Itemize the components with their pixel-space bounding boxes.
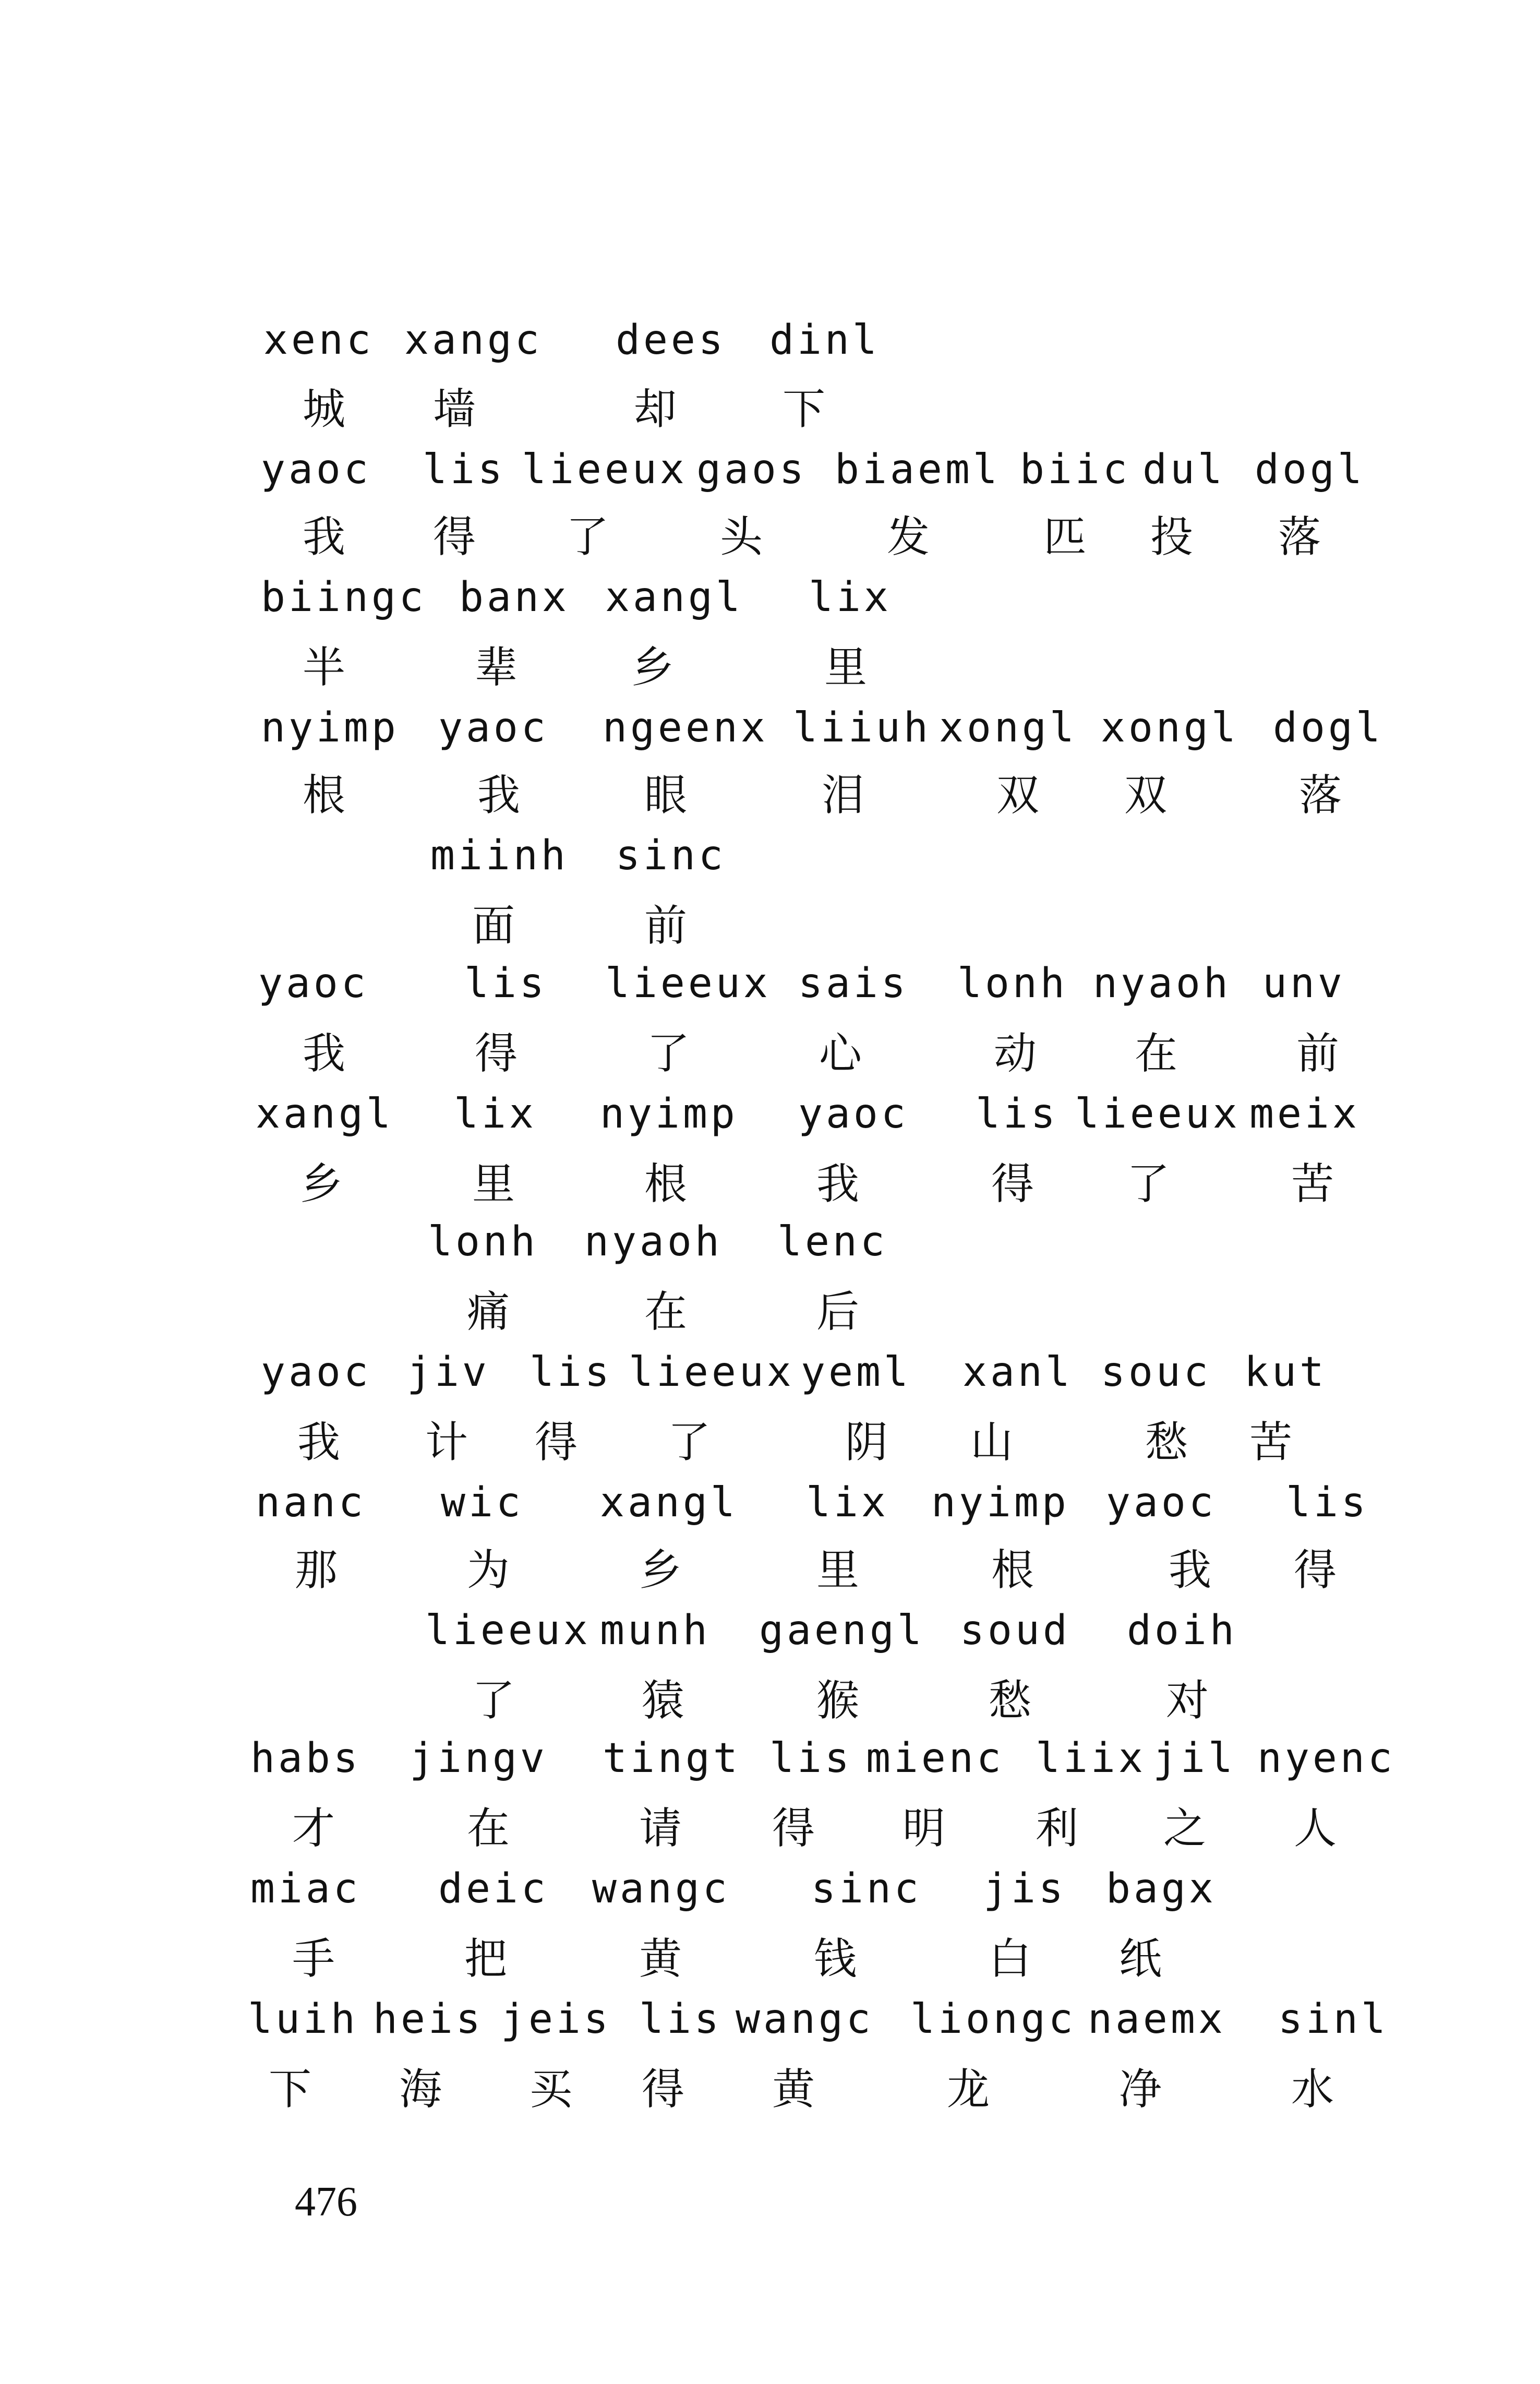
romanized-word: banx — [459, 574, 570, 621]
chinese-word: 我 — [297, 1418, 341, 1467]
romanized-word: lis — [639, 1996, 722, 2043]
romanized-word: miinh — [430, 832, 569, 879]
chinese-word: 后 — [816, 1287, 860, 1337]
romanized-line — [0, 950, 1540, 1017]
romanized-word: biingc — [261, 574, 427, 621]
romanized-word: lonh — [957, 960, 1068, 1007]
romanized-word: nyimp — [261, 704, 399, 751]
chinese-word: 我 — [303, 512, 346, 562]
chinese-word: 泪 — [822, 771, 865, 820]
romanized-word: jingv — [410, 1735, 548, 1782]
chinese-word: 得 — [433, 512, 476, 562]
chinese-word: 根 — [991, 1546, 1034, 1595]
chinese-word: 请 — [639, 1804, 682, 1853]
romanized-word: lix — [454, 1091, 537, 1137]
romanized-word: lis — [423, 446, 506, 493]
chinese-word: 为 — [467, 1546, 510, 1595]
chinese-word: 人 — [1294, 1804, 1337, 1853]
romanized-word: tingt — [603, 1735, 741, 1782]
chinese-word: 山 — [970, 1418, 1014, 1467]
chinese-word: 愁 — [1145, 1418, 1188, 1467]
romanized-word: liongc — [910, 1996, 1076, 2043]
romanized-word: heis — [373, 1996, 484, 2043]
chinese-word: 双 — [1124, 771, 1168, 820]
romanized-word: biaeml — [835, 446, 1001, 493]
romanized-line — [0, 1208, 1540, 1276]
chinese-word: 纸 — [1119, 1934, 1162, 1984]
chinese-word: 把 — [464, 1934, 508, 1984]
romanized-word: yaoc — [261, 446, 371, 493]
romanized-word: munh — [600, 1607, 711, 1654]
romanized-word: lonh — [428, 1218, 538, 1265]
chinese-word: 在 — [1135, 1029, 1178, 1079]
chinese-word: 那 — [295, 1546, 338, 1595]
romanized-word: yaoc — [798, 1091, 909, 1137]
romanized-line — [0, 694, 1540, 762]
chinese-word: 愁 — [989, 1676, 1032, 1726]
chinese-word: 里 — [816, 1546, 860, 1595]
romanized-word: nyaoh — [1093, 960, 1231, 1007]
chinese-word: 辈 — [475, 643, 518, 692]
romanized-word: lis — [530, 1349, 612, 1396]
chinese-gloss-line — [0, 762, 1540, 830]
romanized-word: xongl — [1101, 704, 1239, 751]
romanized-word: sinl — [1278, 1996, 1389, 2043]
chinese-word: 发 — [887, 512, 930, 562]
chinese-gloss-line — [0, 1020, 1540, 1088]
chinese-word: 双 — [996, 771, 1040, 820]
chinese-word: 我 — [1169, 1546, 1212, 1595]
chinese-word: 乡 — [300, 1159, 343, 1209]
romanized-word: xangl — [605, 574, 743, 621]
romanized-line — [0, 1080, 1540, 1148]
chinese-word: 钱 — [814, 1934, 857, 1984]
romanized-word: lis — [976, 1091, 1058, 1137]
chinese-gloss-line — [0, 1278, 1540, 1346]
chinese-word: 落 — [1278, 512, 1321, 562]
chinese-word: 得 — [991, 1159, 1034, 1209]
chinese-word: 里 — [824, 643, 868, 692]
chinese-word: 明 — [903, 1804, 946, 1853]
romanized-word: dees — [616, 317, 726, 364]
chinese-word: 我 — [816, 1159, 860, 1209]
romanized-word: yaoc — [258, 960, 369, 1007]
romanized-word: nyimp — [931, 1479, 1069, 1526]
chinese-gloss-line — [0, 2056, 1540, 2124]
chinese-gloss-line — [0, 1537, 1540, 1604]
chinese-word: 面 — [472, 901, 515, 951]
chinese-word: 猴 — [816, 1676, 860, 1726]
chinese-word: 苦 — [1291, 1159, 1334, 1209]
chinese-word: 前 — [644, 901, 688, 951]
chinese-word: 下 — [269, 2065, 312, 2114]
romanized-word: nyimp — [600, 1091, 738, 1137]
romanized-word: yaoc — [1106, 1479, 1217, 1526]
romanized-word: sinc — [616, 832, 726, 879]
romanized-word: sais — [798, 960, 909, 1007]
romanized-word: souc — [1101, 1349, 1211, 1396]
chinese-gloss-line — [0, 1795, 1540, 1863]
chinese-word: 落 — [1299, 771, 1342, 820]
romanized-word: soud — [960, 1607, 1070, 1654]
chinese-word: 得 — [772, 1804, 815, 1853]
chinese-word: 之 — [1163, 1804, 1207, 1853]
chinese-word: 却 — [634, 385, 677, 434]
romanized-word: xangc — [404, 317, 543, 364]
chinese-word: 心 — [819, 1029, 862, 1079]
romanized-word: lieeux — [605, 960, 771, 1007]
chinese-gloss-line — [0, 1409, 1540, 1477]
romanized-line — [0, 1469, 1540, 1537]
romanized-word: xenc — [263, 317, 374, 364]
chinese-word: 在 — [644, 1287, 688, 1337]
chinese-word: 我 — [303, 1029, 346, 1079]
romanized-word: xanl — [962, 1349, 1073, 1396]
romanized-word: nanc — [256, 1479, 366, 1526]
romanized-line — [0, 1985, 1540, 2053]
romanized-word: jis — [983, 1865, 1066, 1912]
romanized-word: dogl — [1255, 446, 1365, 493]
romanized-word: jil — [1153, 1735, 1236, 1782]
chinese-word: 得 — [642, 2065, 685, 2114]
romanized-word: nyaoh — [584, 1218, 723, 1265]
chinese-word: 根 — [644, 1159, 688, 1209]
chinese-word: 得 — [535, 1418, 578, 1467]
chinese-word: 下 — [783, 385, 826, 434]
romanized-word: liiuh — [793, 704, 931, 751]
romanized-line — [0, 306, 1540, 374]
chinese-word: 痛 — [467, 1287, 510, 1337]
romanized-word: miac — [250, 1865, 361, 1912]
romanized-word: xangl — [600, 1479, 738, 1526]
romanized-word: luih — [248, 1996, 358, 2043]
chinese-word: 我 — [477, 771, 521, 820]
chinese-word: 白 — [989, 1934, 1032, 1984]
romanized-line — [0, 1724, 1540, 1792]
romanized-word: meix — [1249, 1091, 1360, 1137]
chinese-word: 里 — [472, 1159, 515, 1209]
romanized-word: dinl — [769, 317, 880, 364]
romanized-word: lenc — [777, 1218, 888, 1265]
chinese-word: 得 — [475, 1029, 518, 1079]
romanized-word: kut — [1244, 1349, 1327, 1396]
chinese-word: 匹 — [1043, 512, 1087, 562]
romanized-word: gaengl — [759, 1607, 925, 1654]
romanized-word: doih — [1127, 1607, 1237, 1654]
chinese-word: 了 — [668, 1418, 711, 1467]
chinese-word: 了 — [1127, 1159, 1170, 1209]
chinese-word: 了 — [566, 512, 609, 562]
chinese-gloss-line — [0, 376, 1540, 444]
romanized-word: yaoc — [261, 1349, 371, 1396]
chinese-word: 墙 — [433, 385, 476, 434]
chinese-word: 前 — [1296, 1029, 1340, 1079]
romanized-word: xangl — [256, 1091, 394, 1137]
romanized-line — [0, 436, 1540, 504]
chinese-word: 得 — [1294, 1546, 1337, 1595]
chinese-word: 阴 — [845, 1418, 888, 1467]
romanized-word: biic — [1020, 446, 1130, 493]
chinese-word: 乡 — [639, 1546, 682, 1595]
romanized-word: lieeux — [629, 1349, 795, 1396]
romanized-word: wangc — [592, 1865, 730, 1912]
chinese-word: 净 — [1119, 2065, 1162, 2114]
chinese-word: 猿 — [642, 1676, 685, 1726]
chinese-word: 海 — [399, 2065, 442, 2114]
romanized-word: lis — [769, 1735, 852, 1782]
chinese-word: 投 — [1150, 512, 1194, 562]
romanized-word: yaoc — [438, 704, 549, 751]
romanized-line — [0, 564, 1540, 631]
romanized-line — [0, 1597, 1540, 1664]
romanized-word: wangc — [736, 1996, 874, 2043]
romanized-word: lis — [1286, 1479, 1369, 1526]
romanized-word: xongl — [939, 704, 1077, 751]
romanized-word: ngeenx — [603, 704, 768, 751]
romanized-word: jiv — [407, 1349, 490, 1396]
romanized-word: gaos — [696, 446, 807, 493]
romanized-word: wic — [441, 1479, 524, 1526]
chinese-gloss-line — [0, 504, 1540, 571]
chinese-word: 手 — [292, 1934, 335, 1984]
romanized-word: lix — [809, 574, 892, 621]
romanized-word: lix — [806, 1479, 889, 1526]
chinese-gloss-line — [0, 1925, 1540, 1993]
romanized-word: yeml — [801, 1349, 911, 1396]
chinese-gloss-line — [0, 634, 1540, 702]
romanized-word: unv — [1262, 960, 1345, 1007]
romanized-word: lieeux — [425, 1607, 591, 1654]
chinese-word: 利 — [1036, 1804, 1079, 1853]
romanized-line — [0, 1855, 1540, 1923]
chinese-word: 对 — [1166, 1676, 1209, 1726]
romanized-word: sinc — [811, 1865, 922, 1912]
romanized-word: dogl — [1273, 704, 1383, 751]
romanized-word: naemx — [1088, 1996, 1226, 2043]
chinese-word: 苦 — [1249, 1418, 1293, 1467]
chinese-word: 买 — [530, 2065, 573, 2114]
chinese-word: 黄 — [639, 1934, 682, 1984]
chinese-word: 在 — [467, 1804, 510, 1853]
romanized-line — [0, 1338, 1540, 1406]
romanized-word: bagx — [1106, 1865, 1217, 1912]
romanized-word: lieeux — [522, 446, 688, 493]
romanized-word: deic — [438, 1865, 549, 1912]
chinese-word: 半 — [303, 643, 346, 692]
romanized-word: dul — [1142, 446, 1225, 493]
romanized-word: lis — [464, 960, 547, 1007]
chinese-word: 眼 — [644, 771, 688, 820]
chinese-word: 黄 — [772, 2065, 815, 2114]
chinese-word: 计 — [425, 1418, 468, 1467]
chinese-word: 城 — [303, 385, 346, 434]
chinese-word: 根 — [303, 771, 346, 820]
chinese-word: 动 — [994, 1029, 1037, 1079]
romanized-word: mienc — [866, 1735, 1004, 1782]
chinese-word: 才 — [292, 1804, 335, 1853]
chinese-word: 了 — [647, 1029, 690, 1079]
chinese-word: 头 — [720, 512, 763, 562]
chinese-word: 乡 — [631, 643, 675, 692]
chinese-word: 了 — [472, 1676, 515, 1726]
chinese-word: 龙 — [947, 2065, 990, 2114]
romanized-word: jeis — [501, 1996, 611, 2043]
romanized-word: habs — [250, 1735, 361, 1782]
page-number: 476 — [295, 2179, 357, 2225]
romanized-line — [0, 822, 1540, 890]
romanized-word: nyenc — [1257, 1735, 1395, 1782]
romanized-word: liix — [1036, 1735, 1146, 1782]
romanized-word: lieeux — [1075, 1091, 1241, 1137]
chinese-word: 水 — [1291, 2065, 1334, 2114]
